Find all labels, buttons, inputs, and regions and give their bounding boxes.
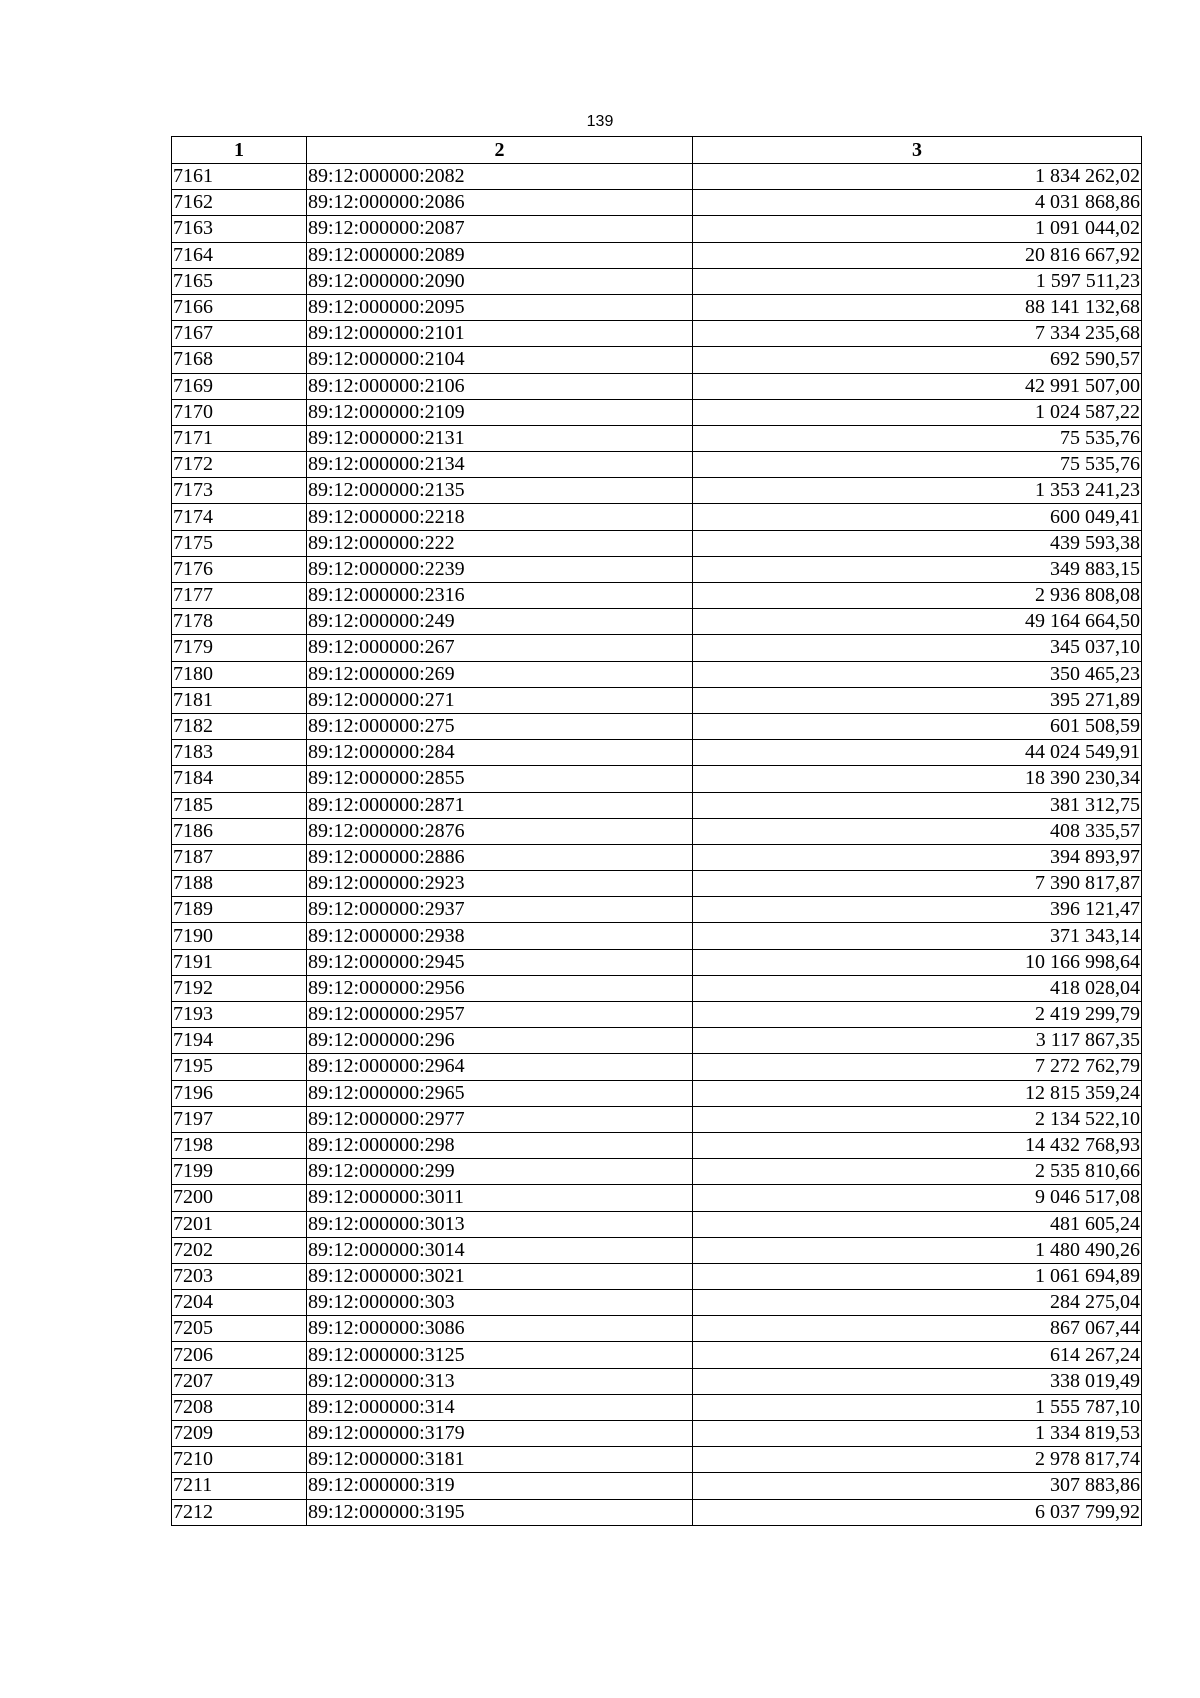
- cadastral-number-cell: 89:12:000000:2938: [307, 923, 693, 949]
- value-cell: 439 593,38: [693, 530, 1142, 556]
- row-number-cell: 7202: [172, 1237, 307, 1263]
- cadastral-number-cell: 89:12:000000:2957: [307, 1002, 693, 1028]
- cadastral-number-cell: 89:12:000000:269: [307, 661, 693, 687]
- table-row: [172, 242, 1142, 268]
- cadastral-number-cell: 89:12:000000:3086: [307, 1316, 693, 1342]
- row-number-cell: 7201: [172, 1211, 307, 1237]
- row-number-cell: 7165: [172, 268, 307, 294]
- cadastral-number-cell: 89:12:000000:2945: [307, 949, 693, 975]
- table-row: [172, 1237, 1142, 1263]
- row-number-cell: 7191: [172, 949, 307, 975]
- cadastral-number-cell: 89:12:000000:2089: [307, 242, 693, 268]
- row-number-cell: 7190: [172, 923, 307, 949]
- value-cell: 2 535 810,66: [693, 1159, 1142, 1185]
- value-cell: 307 883,86: [693, 1473, 1142, 1499]
- row-number-cell: 7174: [172, 504, 307, 530]
- cadastral-number-cell: 89:12:000000:319: [307, 1473, 693, 1499]
- cadastral-number-cell: 89:12:000000:298: [307, 1132, 693, 1158]
- row-number-cell: 7183: [172, 740, 307, 766]
- cadastral-number-cell: 89:12:000000:3011: [307, 1185, 693, 1211]
- cadastral-number-cell: 89:12:000000:2965: [307, 1080, 693, 1106]
- cadastral-number-cell: 89:12:000000:2106: [307, 373, 693, 399]
- table-row: [172, 1185, 1142, 1211]
- cadastral-number-cell: 89:12:000000:2316: [307, 583, 693, 609]
- value-cell: 394 893,97: [693, 844, 1142, 870]
- cadastral-number-cell: 89:12:000000:2876: [307, 818, 693, 844]
- row-number-cell: 7199: [172, 1159, 307, 1185]
- cadastral-number-cell: 89:12:000000:314: [307, 1394, 693, 1420]
- cadastral-number-cell: 89:12:000000:2087: [307, 216, 693, 242]
- row-number-cell: 7181: [172, 687, 307, 713]
- cadastral-number-cell: 89:12:000000:296: [307, 1028, 693, 1054]
- value-cell: 6 037 799,92: [693, 1499, 1142, 1525]
- cadastral-number-cell: 89:12:000000:2923: [307, 871, 693, 897]
- table-row: [172, 687, 1142, 713]
- value-cell: 614 267,24: [693, 1342, 1142, 1368]
- row-number-cell: 7210: [172, 1447, 307, 1473]
- table-row: [172, 1159, 1142, 1185]
- row-number-cell: 7176: [172, 556, 307, 582]
- table-row: [172, 1054, 1142, 1080]
- cadastral-number-cell: 89:12:000000:2135: [307, 478, 693, 504]
- table-row: [172, 1263, 1142, 1289]
- row-number-cell: 7207: [172, 1368, 307, 1394]
- value-cell: 88 141 132,68: [693, 294, 1142, 320]
- value-cell: 18 390 230,34: [693, 766, 1142, 792]
- cadastral-number-cell: 89:12:000000:299: [307, 1159, 693, 1185]
- cadastral-number-cell: 89:12:000000:249: [307, 609, 693, 635]
- table-row: [172, 818, 1142, 844]
- row-number-cell: 7188: [172, 871, 307, 897]
- cadastral-number-cell: 89:12:000000:3195: [307, 1499, 693, 1525]
- table-header-row: [172, 137, 1142, 164]
- value-cell: 381 312,75: [693, 792, 1142, 818]
- row-number-cell: 7163: [172, 216, 307, 242]
- row-number-cell: 7187: [172, 844, 307, 870]
- row-number-cell: 7195: [172, 1054, 307, 1080]
- row-number-cell: 7171: [172, 425, 307, 451]
- row-number-cell: 7193: [172, 1002, 307, 1028]
- column-header-2: 2: [307, 137, 693, 164]
- value-cell: 600 049,41: [693, 504, 1142, 530]
- cadastral-number-cell: 89:12:000000:2082: [307, 164, 693, 190]
- value-cell: 10 166 998,64: [693, 949, 1142, 975]
- cadastral-number-cell: 89:12:000000:2095: [307, 294, 693, 320]
- table-row: [172, 844, 1142, 870]
- table-row: [172, 975, 1142, 1001]
- cadastral-number-cell: 89:12:000000:3014: [307, 1237, 693, 1263]
- table-row: [172, 556, 1142, 582]
- row-number-cell: 7205: [172, 1316, 307, 1342]
- cadastral-number-cell: 89:12:000000:2218: [307, 504, 693, 530]
- cadastral-number-cell: 89:12:000000:2886: [307, 844, 693, 870]
- value-cell: 7 334 235,68: [693, 321, 1142, 347]
- value-cell: 3 117 867,35: [693, 1028, 1142, 1054]
- table-row: [172, 425, 1142, 451]
- table-row: [172, 347, 1142, 373]
- cadastral-number-cell: 89:12:000000:313: [307, 1368, 693, 1394]
- row-number-cell: 7167: [172, 321, 307, 347]
- value-cell: 20 816 667,92: [693, 242, 1142, 268]
- table-body: [172, 164, 1142, 1526]
- row-number-cell: 7173: [172, 478, 307, 504]
- cadastral-number-cell: 89:12:000000:2134: [307, 452, 693, 478]
- value-cell: 371 343,14: [693, 923, 1142, 949]
- row-number-cell: 7170: [172, 399, 307, 425]
- value-cell: 42 991 507,00: [693, 373, 1142, 399]
- value-cell: 2 936 808,08: [693, 583, 1142, 609]
- value-cell: 49 164 664,50: [693, 609, 1142, 635]
- row-number-cell: 7189: [172, 897, 307, 923]
- value-cell: 75 535,76: [693, 452, 1142, 478]
- table-row: [172, 1316, 1142, 1342]
- cadastral-number-cell: 89:12:000000:2937: [307, 897, 693, 923]
- row-number-cell: 7161: [172, 164, 307, 190]
- table-row: [172, 1132, 1142, 1158]
- row-number-cell: 7162: [172, 190, 307, 216]
- value-cell: 4 031 868,86: [693, 190, 1142, 216]
- value-cell: 14 432 768,93: [693, 1132, 1142, 1158]
- table-row: [172, 661, 1142, 687]
- cadastral-number-cell: 89:12:000000:2104: [307, 347, 693, 373]
- row-number-cell: 7168: [172, 347, 307, 373]
- row-number-cell: 7164: [172, 242, 307, 268]
- cadastral-number-cell: 89:12:000000:2101: [307, 321, 693, 347]
- table-row: [172, 1080, 1142, 1106]
- row-number-cell: 7194: [172, 1028, 307, 1054]
- value-cell: 284 275,04: [693, 1290, 1142, 1316]
- value-cell: 1 091 044,02: [693, 216, 1142, 242]
- row-number-cell: 7200: [172, 1185, 307, 1211]
- cadastral-number-cell: 89:12:000000:3021: [307, 1263, 693, 1289]
- value-cell: 12 815 359,24: [693, 1080, 1142, 1106]
- value-cell: 1 334 819,53: [693, 1421, 1142, 1447]
- table-row: [172, 1028, 1142, 1054]
- value-cell: 396 121,47: [693, 897, 1142, 923]
- row-number-cell: 7175: [172, 530, 307, 556]
- table-row: [172, 1421, 1142, 1447]
- table-row: [172, 294, 1142, 320]
- table-row: [172, 399, 1142, 425]
- table-row: [172, 1290, 1142, 1316]
- cadastral-number-cell: 89:12:000000:2855: [307, 766, 693, 792]
- row-number-cell: 7203: [172, 1263, 307, 1289]
- value-cell: 481 605,24: [693, 1211, 1142, 1237]
- row-number-cell: 7169: [172, 373, 307, 399]
- cadastral-number-cell: 89:12:000000:2090: [307, 268, 693, 294]
- value-cell: 9 046 517,08: [693, 1185, 1142, 1211]
- table-row: [172, 871, 1142, 897]
- table-row: [172, 1342, 1142, 1368]
- table-row: [172, 583, 1142, 609]
- table-row: [172, 190, 1142, 216]
- value-cell: 418 028,04: [693, 975, 1142, 1001]
- value-cell: 44 024 549,91: [693, 740, 1142, 766]
- table-row: [172, 897, 1142, 923]
- value-cell: 2 419 299,79: [693, 1002, 1142, 1028]
- cadastral-number-cell: 89:12:000000:3179: [307, 1421, 693, 1447]
- table-row: [172, 1473, 1142, 1499]
- row-number-cell: 7196: [172, 1080, 307, 1106]
- value-cell: 867 067,44: [693, 1316, 1142, 1342]
- table-row: [172, 766, 1142, 792]
- table-row: [172, 1447, 1142, 1473]
- table-row: [172, 1002, 1142, 1028]
- value-cell: 338 019,49: [693, 1368, 1142, 1394]
- row-number-cell: 7212: [172, 1499, 307, 1525]
- cadastral-number-cell: 89:12:000000:222: [307, 530, 693, 556]
- cadastral-number-cell: 89:12:000000:2956: [307, 975, 693, 1001]
- table-row: [172, 478, 1142, 504]
- value-cell: 408 335,57: [693, 818, 1142, 844]
- table-row: [172, 635, 1142, 661]
- row-number-cell: 7209: [172, 1421, 307, 1447]
- value-cell: 349 883,15: [693, 556, 1142, 582]
- row-number-cell: 7178: [172, 609, 307, 635]
- value-cell: 692 590,57: [693, 347, 1142, 373]
- row-number-cell: 7185: [172, 792, 307, 818]
- page-number: 139: [586, 113, 614, 130]
- row-number-cell: 7206: [172, 1342, 307, 1368]
- table-row: [172, 923, 1142, 949]
- row-number-cell: 7204: [172, 1290, 307, 1316]
- row-number-cell: 7180: [172, 661, 307, 687]
- value-cell: 1 353 241,23: [693, 478, 1142, 504]
- table-row: [172, 530, 1142, 556]
- table-row: [172, 1499, 1142, 1525]
- table-row: [172, 452, 1142, 478]
- table-row: [172, 792, 1142, 818]
- value-cell: 1 480 490,26: [693, 1237, 1142, 1263]
- value-cell: 350 465,23: [693, 661, 1142, 687]
- row-number-cell: 7198: [172, 1132, 307, 1158]
- row-number-cell: 7186: [172, 818, 307, 844]
- cadastral-number-cell: 89:12:000000:284: [307, 740, 693, 766]
- value-cell: 1 024 587,22: [693, 399, 1142, 425]
- cadastral-number-cell: 89:12:000000:2871: [307, 792, 693, 818]
- value-cell: 7 390 817,87: [693, 871, 1142, 897]
- value-cell: 1 834 262,02: [693, 164, 1142, 190]
- value-cell: 601 508,59: [693, 713, 1142, 739]
- table-row: [172, 1106, 1142, 1132]
- value-cell: 345 037,10: [693, 635, 1142, 661]
- value-cell: 75 535,76: [693, 425, 1142, 451]
- cadastral-number-cell: 89:12:000000:271: [307, 687, 693, 713]
- table-row: [172, 164, 1142, 190]
- row-number-cell: 7184: [172, 766, 307, 792]
- value-cell: 2 134 522,10: [693, 1106, 1142, 1132]
- cadastral-number-cell: 89:12:000000:3125: [307, 1342, 693, 1368]
- table-row: [172, 949, 1142, 975]
- cadastral-number-cell: 89:12:000000:2109: [307, 399, 693, 425]
- cadastral-number-cell: 89:12:000000:303: [307, 1290, 693, 1316]
- row-number-cell: 7166: [172, 294, 307, 320]
- table-row: [172, 740, 1142, 766]
- table-row: [172, 373, 1142, 399]
- table-row: [172, 216, 1142, 242]
- cadastral-number-cell: 89:12:000000:2131: [307, 425, 693, 451]
- row-number-cell: 7177: [172, 583, 307, 609]
- cadastral-number-cell: 89:12:000000:275: [307, 713, 693, 739]
- cadastral-number-cell: 89:12:000000:267: [307, 635, 693, 661]
- column-header-3: 3: [693, 137, 1142, 164]
- value-cell: 395 271,89: [693, 687, 1142, 713]
- table-row: [172, 609, 1142, 635]
- cadastral-number-cell: 89:12:000000:2977: [307, 1106, 693, 1132]
- value-cell: 2 978 817,74: [693, 1447, 1142, 1473]
- cadastral-number-cell: 89:12:000000:2964: [307, 1054, 693, 1080]
- row-number-cell: 7208: [172, 1394, 307, 1420]
- value-cell: 1 597 511,23: [693, 268, 1142, 294]
- table-row: [172, 321, 1142, 347]
- table-row: [172, 504, 1142, 530]
- cadastral-value-table: [171, 136, 1142, 1526]
- row-number-cell: 7182: [172, 713, 307, 739]
- table-row: [172, 1394, 1142, 1420]
- table-row: [172, 268, 1142, 294]
- row-number-cell: 7211: [172, 1473, 307, 1499]
- row-number-cell: 7179: [172, 635, 307, 661]
- row-number-cell: 7172: [172, 452, 307, 478]
- table-row: [172, 713, 1142, 739]
- value-cell: 7 272 762,79: [693, 1054, 1142, 1080]
- table-row: [172, 1368, 1142, 1394]
- cadastral-number-cell: 89:12:000000:3181: [307, 1447, 693, 1473]
- cadastral-number-cell: 89:12:000000:2239: [307, 556, 693, 582]
- cadastral-number-cell: 89:12:000000:2086: [307, 190, 693, 216]
- row-number-cell: 7192: [172, 975, 307, 1001]
- table-row: [172, 1211, 1142, 1237]
- column-header-1: 1: [172, 137, 307, 164]
- value-cell: 1 061 694,89: [693, 1263, 1142, 1289]
- value-cell: 1 555 787,10: [693, 1394, 1142, 1420]
- cadastral-number-cell: 89:12:000000:3013: [307, 1211, 693, 1237]
- row-number-cell: 7197: [172, 1106, 307, 1132]
